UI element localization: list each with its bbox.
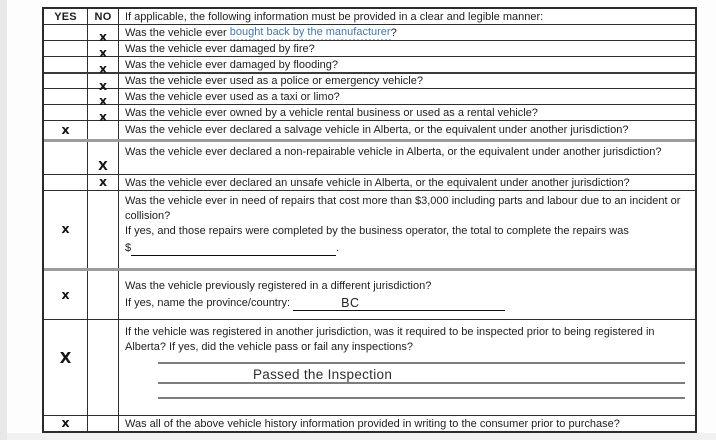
x-mark: x	[98, 45, 108, 61]
yes-cell[interactable]	[44, 74, 88, 88]
question-text: If the vehicle was registered in another jurisdiction, was it required to be inspected prior to being registered in Alberta? If yes, did the vehicle pass or fail any inspections?	[125, 326, 655, 353]
page-left-margin	[0, 0, 7, 440]
yes-cell[interactable]	[44, 416, 88, 431]
table-row	[44, 56, 695, 77]
amount-line	[125, 241, 689, 256]
followup-text: If yes, name the province/country:	[125, 297, 294, 309]
page-bottom-margin	[7, 433, 716, 440]
no-cell[interactable]	[88, 142, 119, 174]
amount-blank-field[interactable]	[131, 243, 336, 256]
line-end-period: .	[336, 242, 340, 254]
table-row	[44, 174, 695, 190]
question-cell	[119, 57, 695, 72]
x-mark: x	[61, 415, 70, 431]
question-text: Was all of the above vehicle history information provided in writing to the consumer prior to purchase?	[125, 417, 620, 430]
question-cell	[119, 271, 695, 319]
x-mark: x	[98, 109, 108, 125]
question-cell	[119, 41, 695, 56]
question-cell	[119, 25, 695, 40]
question-text: Was the vehicle ever in need of repairs that cost more than $3,000 including parts and labour due to an incident or collision?	[125, 195, 681, 222]
yes-cell[interactable]	[44, 320, 88, 415]
question-cell	[119, 191, 695, 268]
x-mark: X	[98, 157, 108, 173]
question-text: Was the vehicle ever	[125, 26, 230, 39]
yes-cell[interactable]	[44, 271, 88, 319]
yes-cell[interactable]	[44, 191, 88, 268]
table-row	[44, 72, 695, 93]
question-text: Was the vehicle ever used as a taxi or limo?	[125, 90, 340, 103]
x-mark: x	[61, 121, 70, 137]
no-cell[interactable]	[88, 25, 119, 45]
no-header-label: NO	[94, 10, 112, 23]
table-row	[44, 40, 695, 61]
bought-back-link[interactable]: bought back by the manufacturer	[230, 25, 391, 41]
question-cell	[119, 121, 695, 139]
no-cell[interactable]	[88, 175, 119, 190]
x-mark: x	[61, 286, 70, 302]
yes-cell[interactable]	[44, 121, 88, 139]
x-mark: X	[59, 349, 72, 367]
question-cell	[119, 416, 695, 431]
table-row	[44, 190, 695, 268]
x-mark: x	[98, 77, 108, 93]
table-header-row	[44, 9, 695, 24]
no-cell[interactable]	[88, 320, 119, 415]
inspection-answer-text: Passed the Inspection	[253, 367, 393, 382]
yes-cell[interactable]	[44, 105, 88, 120]
question-text: Was the vehicle ever used as a police or emergency vehicle?	[125, 75, 423, 87]
yes-cell[interactable]	[44, 175, 88, 190]
table-row	[44, 268, 695, 319]
question-cell	[119, 142, 695, 174]
yes-cell[interactable]	[44, 25, 88, 40]
x-mark: x	[98, 29, 108, 45]
question-cell	[119, 74, 695, 88]
answer-line[interactable]	[158, 364, 685, 384]
question-text: Was the vehicle ever declared a non-repairable vehicle in Alberta, or the equivalent under another jurisdiction?	[125, 146, 662, 158]
table-row	[44, 24, 695, 45]
question-cell	[119, 320, 695, 415]
yes-cell[interactable]	[44, 57, 88, 72]
question-cell	[119, 89, 695, 104]
yes-header-label: YES	[54, 10, 77, 23]
answer-line[interactable]	[158, 355, 685, 364]
x-mark: x	[98, 61, 108, 77]
dollar-sign: $	[125, 242, 132, 254]
province-fill-field[interactable]: BC	[293, 296, 505, 311]
yes-column-header	[44, 9, 88, 24]
header-title-cell	[119, 9, 695, 24]
no-cell[interactable]	[88, 191, 119, 268]
table-row	[44, 88, 695, 109]
no-cell[interactable]	[88, 271, 119, 319]
question-text: Was the vehicle ever declared a salvage vehicle in Alberta, or the equivalent under another jurisdiction?	[125, 124, 629, 136]
x-mark: x	[98, 174, 108, 190]
yes-cell[interactable]	[44, 41, 88, 56]
vehicle-history-table	[42, 7, 697, 433]
no-cell[interactable]	[88, 416, 119, 431]
answer-line[interactable]	[158, 384, 685, 399]
header-title: If applicable, the following information must be provided in a clear and legible manner:	[125, 10, 544, 23]
table-row	[44, 139, 695, 174]
question-cell	[119, 175, 695, 190]
question-text: Was the vehicle ever damaged by fire?	[125, 42, 315, 55]
x-mark: x	[98, 93, 108, 109]
question-text: Was the vehicle ever damaged by flooding?	[125, 58, 338, 71]
no-column-header	[88, 9, 119, 24]
no-cell[interactable]	[88, 74, 119, 93]
x-mark: x	[61, 221, 70, 237]
table-row	[44, 319, 695, 415]
yes-cell[interactable]	[44, 89, 88, 104]
province-line	[125, 296, 689, 311]
question-text: Was the vehicle ever declared an unsafe vehicle in Alberta, or the equivalent under another jurisdiction?	[125, 176, 630, 189]
table-row	[44, 104, 695, 125]
question-text: Was the vehicle ever owned by a vehicle rental business or used as a rental vehicle?	[125, 106, 538, 119]
yes-cell[interactable]	[44, 142, 88, 174]
followup-text: If yes, and those repairs were completed by the business operator, the total to complete the repairs was	[125, 225, 629, 237]
table-row	[44, 120, 695, 139]
question-text: Was the vehicle previously registered in a different jurisdiction?	[125, 280, 432, 292]
question-text: ?	[390, 26, 397, 39]
question-cell	[119, 105, 695, 120]
table-row	[44, 415, 695, 431]
